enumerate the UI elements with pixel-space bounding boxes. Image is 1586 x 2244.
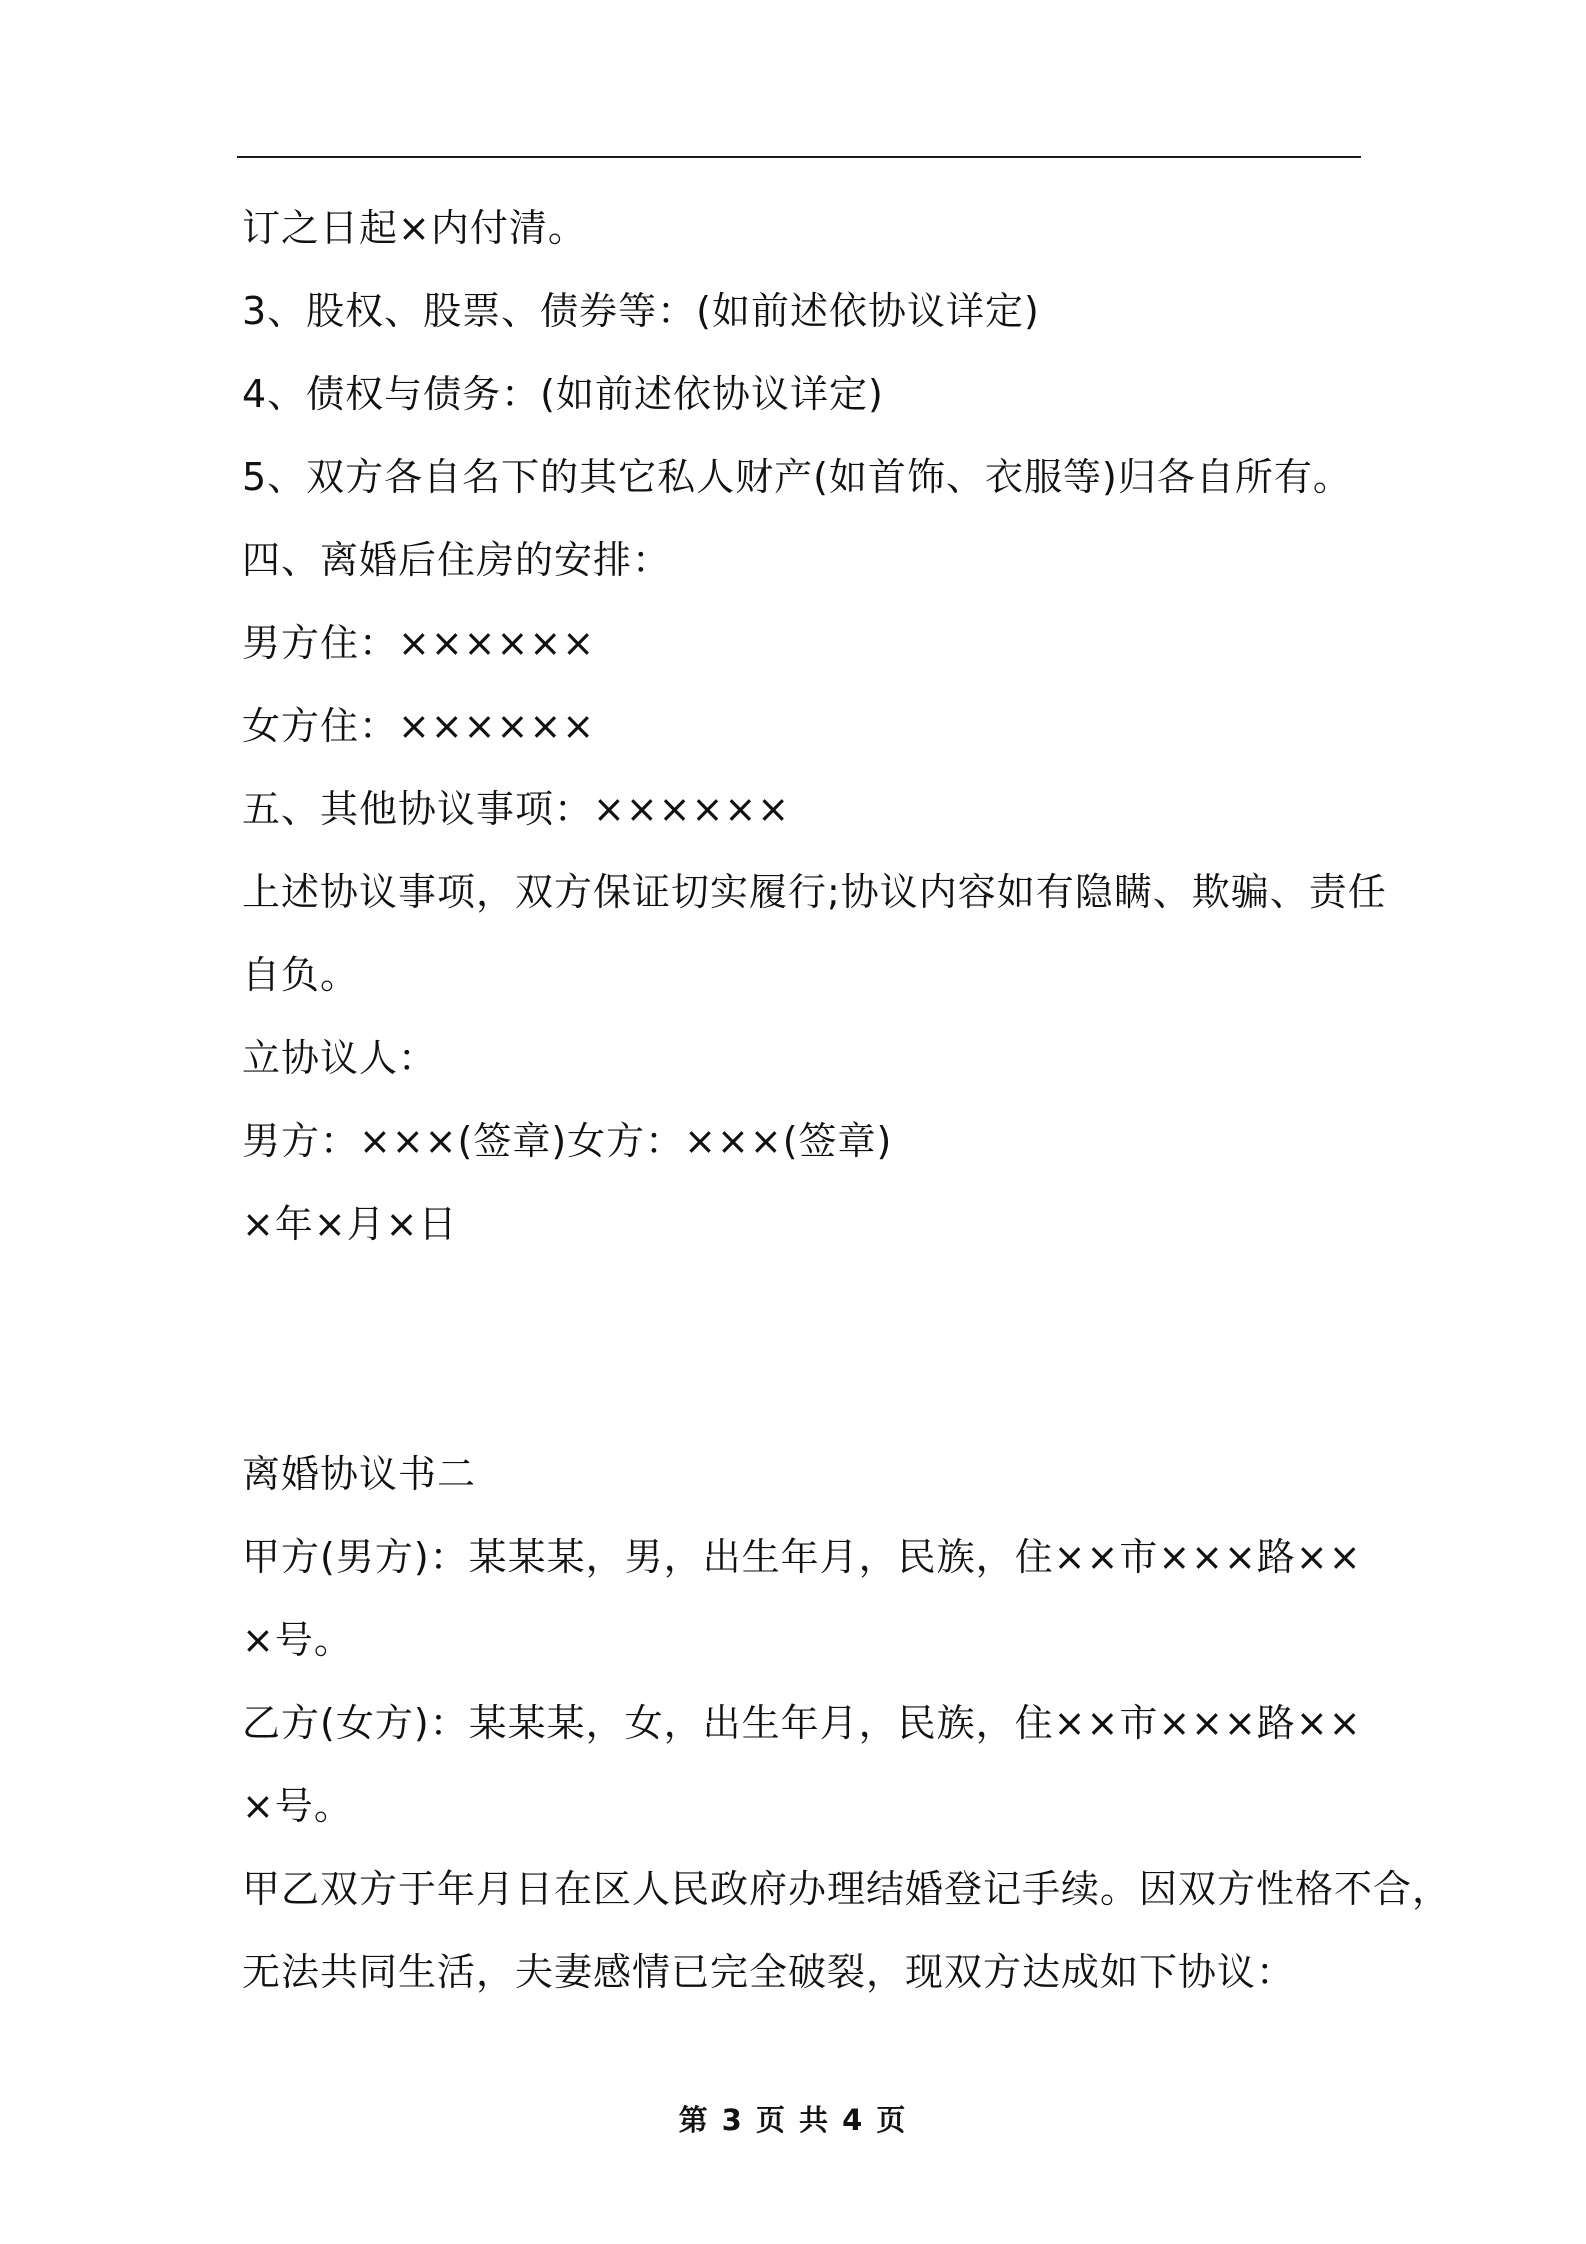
document-title: 离婚协议书二: [242, 1452, 477, 1496]
text-line: 4、债权与债务：(如前述依协议详定): [242, 372, 884, 416]
text-line: 5、双方各自名下的其它私人财产(如首饰、衣服等)归各自所有。: [242, 455, 1352, 499]
text-line: ×号。: [242, 1784, 353, 1828]
text-line: 甲方(男方)：某某某，男，出生年月，民族，住××市×××路××: [242, 1535, 1362, 1579]
text-line: 订之日起×内付清。: [242, 206, 587, 250]
text-line: 无法共同生活，夫妻感情已完全破裂，现双方达成如下协议：: [242, 1950, 1296, 1994]
text-line: 上述协议事项，双方保证切实履行;协议内容如有隐瞒、欺骗、责任: [242, 870, 1387, 914]
header-rule: [237, 156, 1361, 158]
text-line: 立协议人：: [242, 1036, 438, 1080]
date-line: ×年×月×日: [242, 1202, 458, 1246]
text-line: 自负。: [242, 953, 360, 997]
section-heading: 四、离婚后住房的安排：: [242, 538, 672, 582]
signature-line: 男方：×××(签章)女方：×××(签章): [242, 1119, 893, 1163]
text-line: 乙方(女方)：某某某，女，出生年月，民族，住××市×××路××: [242, 1701, 1362, 1745]
page-number-footer: 第 3 页 共 4 页: [678, 2103, 908, 2137]
text-line: ×号。: [242, 1618, 353, 1662]
text-line: 3、股权、股票、债券等：(如前述依协议详定): [242, 289, 1040, 333]
text-line: 女方住：××××××: [242, 704, 596, 748]
text-line: 男方住：××××××: [242, 621, 596, 665]
section-heading: 五、其他协议事项：××××××: [242, 787, 791, 831]
text-line: 甲乙双方于年月日在区人民政府办理结婚登记手续。因双方性格不合，: [242, 1867, 1452, 1911]
